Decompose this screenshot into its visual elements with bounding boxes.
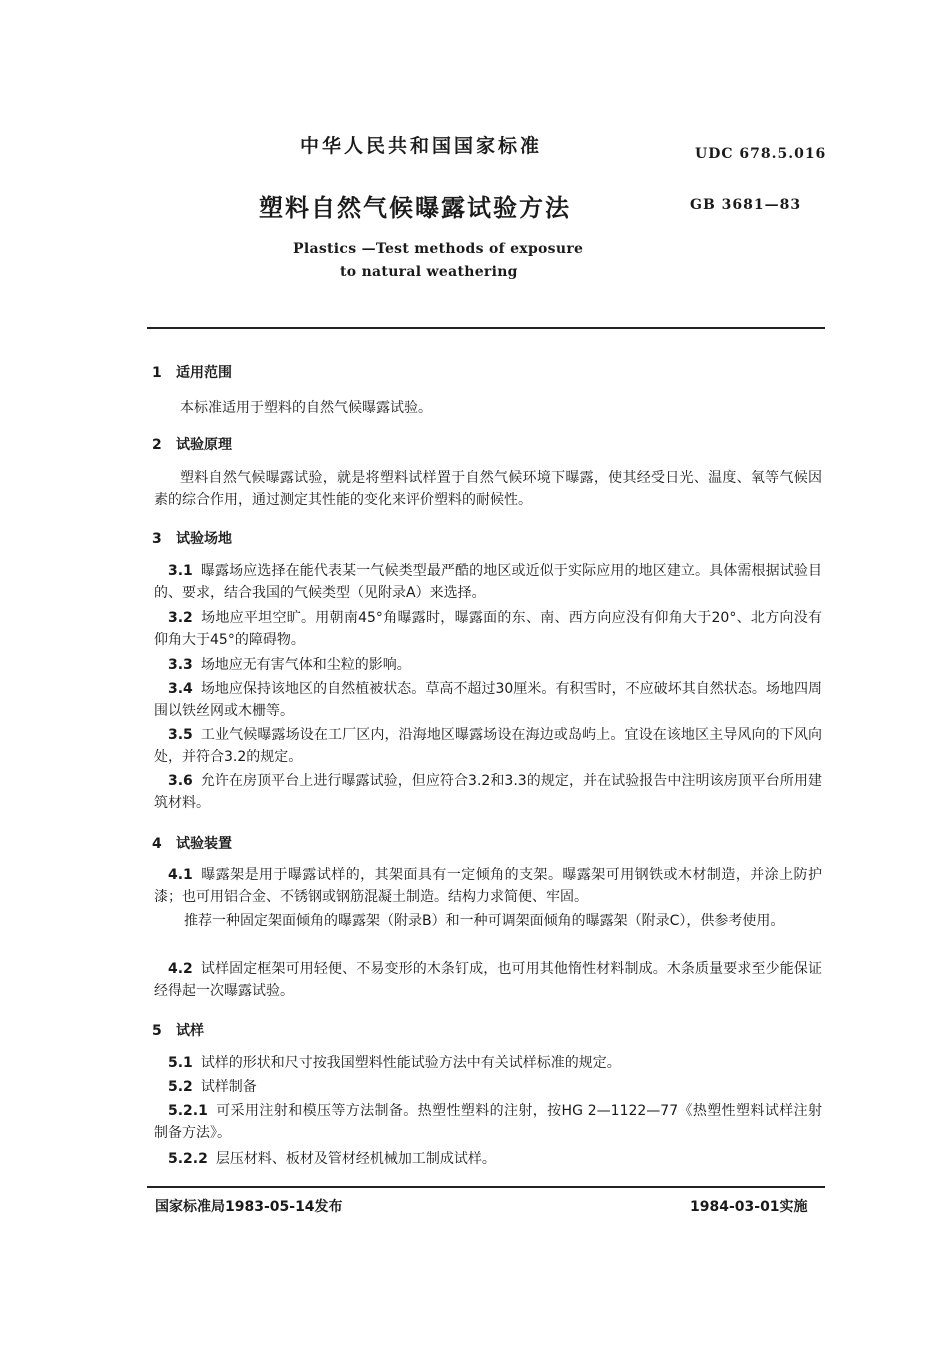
effective-date: 1984-03-01实施 <box>690 1199 808 1215</box>
clause-number: 3.6 <box>168 773 193 789</box>
clause-number: 3.3 <box>168 657 193 673</box>
clause-number: 4.2 <box>168 961 193 977</box>
clause-3-6 <box>154 770 822 814</box>
clause-number: 3.5 <box>168 727 193 743</box>
section-number: 1 <box>152 365 162 381</box>
clause-text: 工业气候曝露场设在工厂区内，沿海地区曝露场设在海边或岛屿上。宜设在该地区主导风向的下风向处，并符合3.2的规定。 <box>154 727 822 765</box>
clause-text: 场地应无有害气体和尘粒的影响。 <box>200 657 411 673</box>
clause-text: 试样固定框架可用轻便、不易变形的木条钉成，也可用其他惰性材料制成。木条质量要求至少能保证经得起一次曝露试验。 <box>154 961 822 999</box>
clause-3-5 <box>154 724 822 768</box>
clause-number: 3.2 <box>168 610 193 626</box>
issue-date: 国家标准局1983-05-14发布 <box>155 1199 343 1215</box>
clause-5-1 <box>168 1052 621 1074</box>
section-title: 试验场地 <box>176 531 232 547</box>
footer-divider <box>147 1186 825 1188</box>
section-number: 5 <box>152 1023 162 1039</box>
clause-text: 可采用注射和模压等方法制备。热塑性塑料的注射，按HG 2—1122—77《热塑性塑料试样注射制备方法》。 <box>154 1103 822 1141</box>
section-title: 适用范围 <box>176 365 232 381</box>
section-1-paragraph: 本标准适用于塑料的自然气候曝露试验。 <box>180 400 432 416</box>
clause-4-2 <box>154 958 822 1002</box>
section-number: 3 <box>152 531 162 547</box>
clause-4-1 <box>154 864 822 908</box>
section-2-heading <box>152 434 232 454</box>
clause-text: 场地应平坦空旷。用朝南45°角曝露时，曝露面的东、南、西方向应没有仰角大于20°、北方向没有仰角大于45°的障碍物。 <box>154 610 822 648</box>
clause-4-1-recommendation: 推荐一种固定架面倾角的曝露架（附录B）和一种可调架面倾角的曝露架（附录C），供参考使用。 <box>184 913 785 929</box>
clause-text: 允许在房顶平台上进行曝露试验，但应符合3.2和3.3的规定，并在试验报告中注明该房顶平台所用建筑材料。 <box>154 773 822 811</box>
section-title: 试验装置 <box>176 836 232 852</box>
clause-text: 层压材料、板材及管材经机械加工制成试样。 <box>215 1151 496 1167</box>
clause-3-2 <box>154 607 822 651</box>
clause-text: 试样的形状和尺寸按我国塑料性能试验方法中有关试样标准的规定。 <box>200 1055 621 1071</box>
section-title: 试验原理 <box>176 437 232 453</box>
english-title-line2: to natural weathering <box>340 264 518 280</box>
section-4-heading <box>152 833 232 853</box>
clause-5-2-1 <box>154 1100 822 1144</box>
section-number: 4 <box>152 836 162 852</box>
national-standard-heading: 中华人民共和国国家标准 <box>300 135 543 157</box>
english-title-line1: Plastics —Test methods of exposure <box>293 241 584 257</box>
section-number: 2 <box>152 437 162 453</box>
clause-number: 3.4 <box>168 681 193 697</box>
section-2-paragraph: 塑料自然气候曝露试验，就是将塑料试样置于自然气候环境下曝露，使其经受日光、温度、氧等气候因素的综合作用，通过测定其性能的变化来评价塑料的耐候性。 <box>154 470 822 508</box>
section-5-heading <box>152 1020 204 1040</box>
section-3-heading <box>152 528 232 548</box>
clause-number: 4.1 <box>168 867 193 883</box>
gb-code: GB 3681—83 <box>690 197 802 213</box>
section-1-heading <box>152 362 232 382</box>
clause-text: 曝露架是用于曝露试样的，其架面具有一定倾角的支架。曝露架可用钢铁或木材制造，并涂上防护漆；也可用铝合金、不锈钢或钢筋混凝土制造。结构力求简便、牢固。 <box>154 867 822 905</box>
clause-number: 3.1 <box>168 563 193 579</box>
header-divider <box>147 327 825 329</box>
clause-text: 场地应保持该地区的自然植被状态。草高不超过30厘米。有积雪时，不应破坏其自然状态。场地四周围以铁丝网或木栅等。 <box>154 681 822 719</box>
clause-5-2 <box>168 1076 257 1098</box>
clause-text: 曝露场应选择在能代表某一气候类型最严酷的地区或近似于实际应用的地区建立。具体需根据试验目的、要求，结合我国的气候类型（见附录A）来选择。 <box>154 563 822 601</box>
document-title: 塑料自然气候曝露试验方法 <box>259 194 571 222</box>
clause-3-3 <box>168 654 411 676</box>
section-title: 试样 <box>176 1023 204 1039</box>
clause-number: 5.2.2 <box>168 1151 208 1167</box>
clause-text: 试样制备 <box>200 1079 257 1095</box>
clause-number: 5.1 <box>168 1055 193 1071</box>
clause-3-1 <box>154 560 822 604</box>
udc-code: UDC 678.5.016 <box>695 146 827 162</box>
clause-3-4 <box>154 678 822 722</box>
clause-5-2-2 <box>168 1148 496 1170</box>
clause-number: 5.2.1 <box>168 1103 208 1119</box>
clause-number: 5.2 <box>168 1079 193 1095</box>
